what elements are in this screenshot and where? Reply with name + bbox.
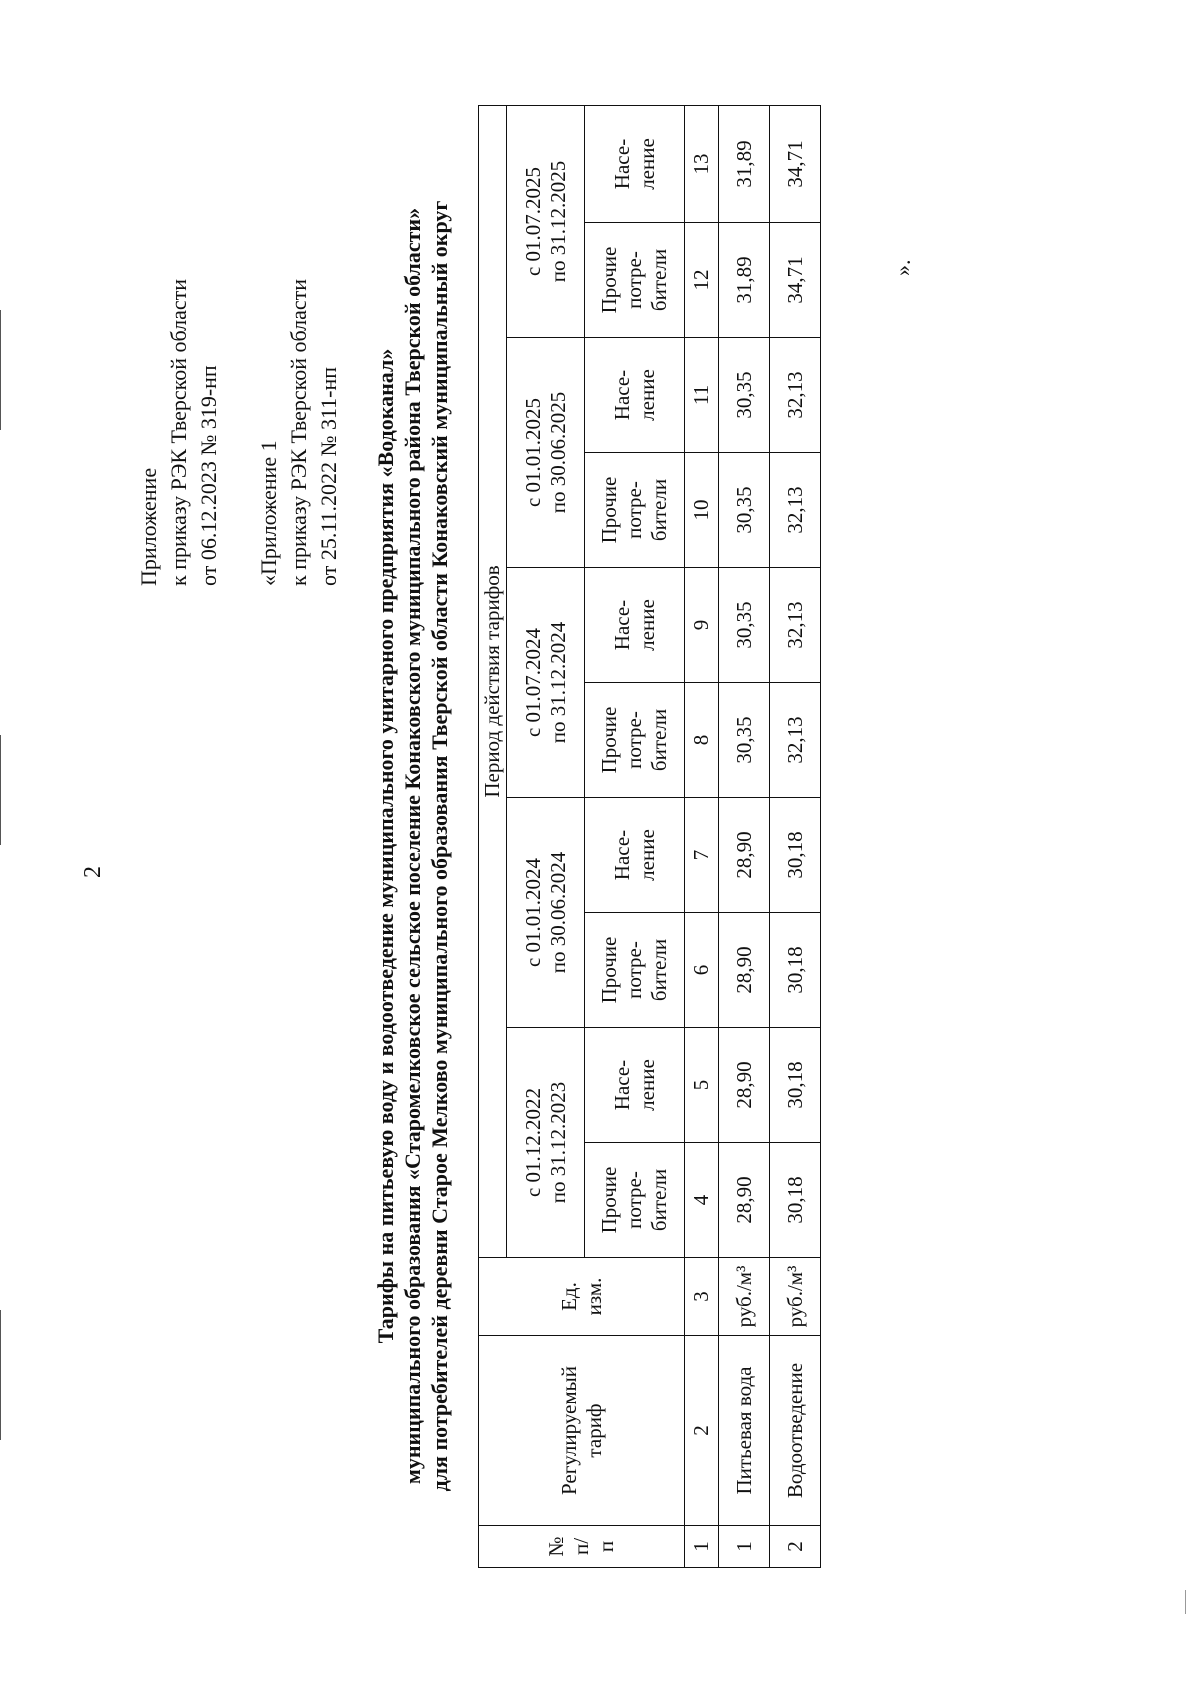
column-number-cell: 4 xyxy=(685,1143,719,1258)
header-cell-period: Период действия тарифов xyxy=(479,105,507,1257)
row-value: 30,18 xyxy=(770,798,821,913)
row-value: 30,35 xyxy=(719,683,770,798)
appendix-line: к приказу РЭК Тверской области xyxy=(166,278,191,586)
appendix-line: от 06.12.2023 № 319-нп xyxy=(196,365,221,586)
column-number-cell: 9 xyxy=(685,568,719,683)
appendix-line: «Приложение 1 xyxy=(256,440,281,586)
header-cell-population: Насе- ление xyxy=(585,338,685,453)
header-cell-population: Насе- ление xyxy=(585,798,685,913)
row-value: 34,71 xyxy=(770,105,821,222)
header-cell-number: № п/ п xyxy=(479,1526,685,1568)
row-value: 30,35 xyxy=(719,338,770,453)
header-row-1 xyxy=(479,105,507,1567)
header-cell-period-range: с 01.12.2022 по 31.12.2023 xyxy=(507,1028,585,1258)
row-value: 32,13 xyxy=(770,568,821,683)
closing-quote-mark: ». xyxy=(890,259,915,276)
column-number-cell: 8 xyxy=(685,683,719,798)
row-value: 30,35 xyxy=(719,453,770,568)
row-tariff-name: Питьевая вода xyxy=(719,1336,770,1526)
header-cell-population: Насе- ление xyxy=(585,1028,685,1143)
row-value: 31,89 xyxy=(719,105,770,222)
row-value: 28,90 xyxy=(719,798,770,913)
row-value: 28,90 xyxy=(719,1143,770,1258)
row-tariff-name: Водоотведение xyxy=(770,1336,821,1526)
header-cell-period-range: с 01.07.2024 по 31.12.2024 xyxy=(507,568,585,798)
title-line: для потребителей деревни Старое Мелково муниципального образования Тверской области Конаковский муниципальный округ xyxy=(427,200,452,1492)
table-row-drinking-water xyxy=(719,105,770,1567)
column-number-cell: 6 xyxy=(685,913,719,1028)
column-number-row xyxy=(685,105,719,1567)
row-number: 2 xyxy=(770,1526,821,1568)
row-value: 31,89 xyxy=(719,223,770,338)
appendix-block-new xyxy=(134,279,224,586)
row-number: 1 xyxy=(719,1526,770,1568)
appendix-line: Приложение xyxy=(136,467,161,586)
header-cell-population: Насе- ление xyxy=(585,105,685,222)
column-number-cell: 1 xyxy=(685,1526,719,1568)
row-value: 32,13 xyxy=(770,453,821,568)
appendix-line: к приказу РЭК Тверской области xyxy=(286,278,311,586)
row-value: 32,13 xyxy=(770,683,821,798)
document-title xyxy=(372,141,453,1551)
header-cell-unit: Ед. изм. xyxy=(479,1258,685,1336)
table-row-wastewater xyxy=(770,105,821,1567)
header-cell-other-consumers: Прочие потре- бители xyxy=(585,683,685,798)
row-value: 28,90 xyxy=(719,1028,770,1143)
header-cell-other-consumers: Прочие потре- бители xyxy=(585,913,685,1028)
row-value: 30,18 xyxy=(770,913,821,1028)
row-unit: руб./м³ xyxy=(770,1258,821,1336)
row-value: 30,35 xyxy=(719,568,770,683)
header-cell-period-range: с 01.01.2024 по 30.06.2024 xyxy=(507,798,585,1028)
column-number-cell: 7 xyxy=(685,798,719,913)
header-cell-other-consumers: Прочие потре- бители xyxy=(585,1143,685,1258)
header-cell-period-range: с 01.01.2025 по 30.06.2025 xyxy=(507,338,585,568)
title-line: Тарифы на питьевую воду и водоотведение муниципального унитарного предприятия «Водоканал» xyxy=(373,348,398,1344)
column-number-cell: 11 xyxy=(685,338,719,453)
row-value: 34,71 xyxy=(770,223,821,338)
row-value: 28,90 xyxy=(719,913,770,1028)
column-number-cell: 10 xyxy=(685,453,719,568)
row-value: 30,18 xyxy=(770,1143,821,1258)
header-cell-other-consumers: Прочие потре- бители xyxy=(585,223,685,338)
column-number-cell: 12 xyxy=(685,223,719,338)
column-number-cell: 13 xyxy=(685,105,719,222)
row-unit: руб./м³ xyxy=(719,1258,770,1336)
header-cell-tariff: Регулируемый тариф xyxy=(479,1336,685,1526)
row-value: 30,18 xyxy=(770,1028,821,1143)
row-value: 32,13 xyxy=(770,338,821,453)
header-cell-period-range: с 01.07.2025 по 31.12.2025 xyxy=(507,105,585,337)
page-number: 2 xyxy=(80,866,106,878)
column-number-cell: 3 xyxy=(685,1258,719,1336)
appendix-line: от 25.11.2022 № 311-нп xyxy=(316,366,341,586)
tariff-table xyxy=(478,105,821,1568)
header-cell-other-consumers: Прочие потре- бители xyxy=(585,453,685,568)
column-number-cell: 5 xyxy=(685,1028,719,1143)
header-cell-population: Насе- ление xyxy=(585,568,685,683)
title-line: муниципального образования «Старомелковское сельское поселение Конаковского муниципального района Тверской области» xyxy=(400,207,425,1485)
column-number-cell: 2 xyxy=(685,1336,719,1526)
appendix-block-old xyxy=(254,279,344,586)
